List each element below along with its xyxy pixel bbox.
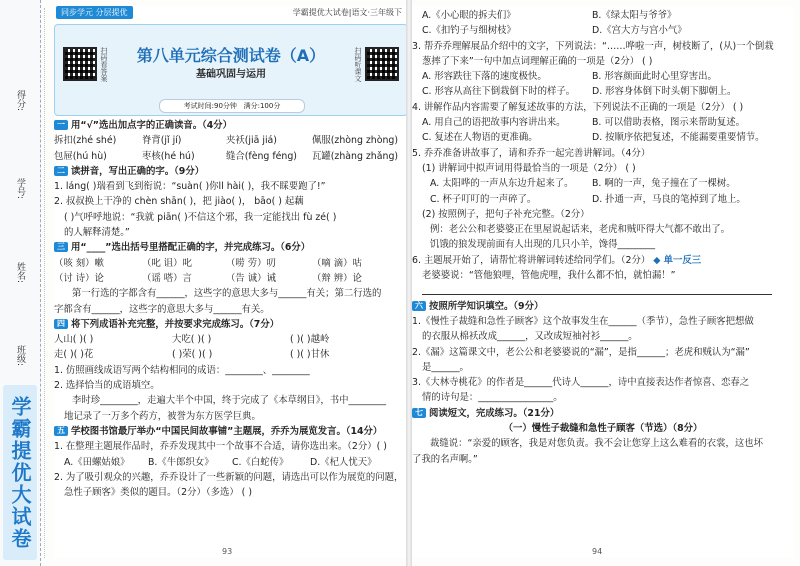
question-line[interactable]: 李时珍________，走遍大半个中国，终于完成了《本草纲目》，书中________ <box>72 395 387 407</box>
question-line[interactable]: 字都含有______，这些字的意思大多与______有关。 <box>54 303 270 315</box>
exam-title: 第八单元综合测试卷（A） <box>136 46 326 65</box>
exam-subtitle: 基础巩固与运用 <box>196 69 266 80</box>
question-line[interactable]: 1. láng( )瑞看到飞到衔说：“suàn( )你ll hài( )，我不睬要跑了!” <box>54 181 326 193</box>
options-row: C. 形容从高往下倒栽倒下时的样子。 D. 形容身体倒下时头朝下脚朝上。 <box>422 86 737 98</box>
right-content <box>412 8 794 467</box>
question-line[interactable]: 4. 讲解作品内容需要了解复述故事的方法，下列说法不正确的一项是（2分） ( ) <box>412 101 744 113</box>
name-label: 姓名: <box>15 262 25 284</box>
question-line: (2) 按照例子，把句子补充完整。（2分） <box>422 208 590 220</box>
choice-row: （咳 刻）嗽 （叱 诅）叱 （唠 劳）叨 （嘀 滴）咕 <box>54 257 362 269</box>
page-number: 93 <box>222 547 233 556</box>
left-page <box>54 6 406 558</box>
section-title: 四 将下列成语补充完整，并按要求完成练习。（7分） <box>54 317 406 332</box>
options-row: A.《小心眼的拆夫们》 B.《绿太阳与爷爷》 <box>422 10 677 21</box>
options-row: A. 太阳哗的一声从东边升起来了。 B. 啊的一声，兔子撞在了一棵树。 <box>430 178 736 190</box>
pinyin-row: 包屉(hú hù) 枣核(hé hú) 缝合(fèng féng) 瓦罐(zhàng zhǎng) <box>54 150 399 162</box>
idiom-row: 走( )( )花 ( )荣( )( ) ( )( )甘休 <box>54 349 330 361</box>
choice-row: （讨 诗）论 （谣 嗒）言 （告 诚）诫 （辩 辨）论 <box>54 272 362 284</box>
section-title: 一 用“√”选出加点字的正确读音。（4分） <box>54 118 406 133</box>
options-row: C. 杯子叮叮的一声碎了。 D. 扑通一声，马良的笔掉到了地上。 <box>430 193 746 205</box>
question-line: 老婆婆说：“管他狼哩，管他虎哩，我什么都不怕，就怕漏！” <box>422 270 676 282</box>
question-line[interactable]: 1. 在整理主题展作品时，乔乔发现其中一个故事不合适，请你选出来。（2分）( ) <box>54 441 387 453</box>
series-tag: 同步学元 分层提优 <box>56 6 133 19</box>
question-line: 3. 帮乔乔理解展品介绍中的文字，下列说法：“……哗啦一声，树枝断了，(从)一个倒栽 <box>412 40 774 52</box>
exam-meta <box>159 99 305 113</box>
question-line: 2. 选择恰当的成语填空。 <box>54 380 160 392</box>
question-line[interactable]: 葱摔了下来”一句中加点词理解正确的一项是（2分） ( ) <box>422 55 653 67</box>
section-title: 三 用“____”选出括号里搭配正确的字，并完成练习。（6分） <box>54 240 406 255</box>
idiom-row: 人山( )( ) 大吃( )( ) ( )( )越岭 <box>54 334 330 346</box>
question-line[interactable]: 1.《慢性子裁缝和急性子顾客》这个故事发生在______（季节），急性子顾客把想做 <box>412 315 754 327</box>
qr-caption: 扫码听课文 <box>354 47 362 82</box>
left-content <box>54 118 406 500</box>
example-line: 例：老公公和老婆婆正在里屋说起话来，老虎和贼吓得大气都不敢出了。 <box>430 224 731 236</box>
passage-title: （一）慢性子裁缝和急性子顾客（节选）（8分） <box>503 423 703 435</box>
brand-logo: 学霸提优大试卷 <box>3 385 37 560</box>
question-line: 2. 为了吸引观众的兴趣，乔乔设计了一些新颖的问题，请选出可以作为展览的问题， <box>54 471 404 483</box>
practice-tag: ◆ 单一反三 <box>653 254 702 266</box>
top-bar <box>54 6 406 20</box>
passage-line: 了我的名声啊。” <box>412 453 478 465</box>
section-title: 二 读拼音，写出正确的字。（9分） <box>54 164 406 179</box>
cut-line <box>44 8 51 558</box>
pinyin-row: 拆扣(zhé shé) 脊背(jǐ jí) 夹袄(jiā jiá) 佩服(zhòng zhòng) <box>54 135 399 147</box>
question-line[interactable]: 饥饿的狼发现前面有人出现的几只小羊，馋得________ <box>430 239 656 251</box>
question-line[interactable]: 1. 仿照画线成语写两个结构相同的成语：________、________ <box>54 364 310 376</box>
options-row: A.《田螺姑娘》 B.《牛郎织女》 C.《白蛇传》 D.《杞人忧天》 <box>64 456 377 468</box>
options-row: A. 用自己的语把故事内容讲出来。 B. 可以借助表格，图示来帮助复述。 <box>422 117 746 129</box>
question-line[interactable]: 急性子顾客》类似的题目。（2分）（多选） ( ) <box>64 487 252 499</box>
question-line[interactable]: 是______。 <box>422 361 469 373</box>
options-row: A. 形容跌往下落的速度极快。 B. 形容颜面此时心里穿害出。 <box>422 71 717 83</box>
options-row: C.《扣钓子与细树枝》 D.《宫大方与宫小气》 <box>422 25 687 37</box>
binding-margin <box>0 0 41 566</box>
question-line[interactable]: 2. 叔叔换上干净的 chèn shān( )，把 jiào( )， bāo( ) 起藕 <box>54 196 304 208</box>
question-line[interactable]: 3.《大林寺桃花》的作者是______代诗人______，诗中直接表达作者惊喜、恋春之 <box>412 377 750 389</box>
section-title: 七 阅读短文，完成练习。（21分） <box>412 406 794 421</box>
question-line[interactable]: (1) 讲解词中拟声词用得最恰当的一项是（2分） ( ) <box>422 162 636 174</box>
question-line: 5. 乔乔准备讲故事了，请和乔乔一起完善讲解词。（4分） <box>412 147 651 159</box>
question-line[interactable]: 情的诗句是：________________。 <box>422 392 563 404</box>
series-name: 学霸提优大试卷|语文·三年级下 <box>292 8 402 17</box>
right-page <box>412 6 794 558</box>
passage-line: 裁缝说：“亲爱的顾客，我是对您负责。我不会让您穿上这么难看的衣裳，这也坏 <box>430 438 763 450</box>
question-line[interactable]: 2.《漏》这篇课文中，老公公和老婆婆说的“漏”，是指______；老虎和贼认为“漏” <box>412 346 750 358</box>
section-title: 五 学校图书馆最厅举办“中国民间故事铺”主题展，乔乔为展览发言。（14分） <box>54 424 406 439</box>
answer-line[interactable] <box>412 283 794 298</box>
exam-time: 考试时间:90分钟 <box>183 102 237 110</box>
title-banner <box>54 24 408 116</box>
qr-caption: 扫码看答案 <box>100 47 108 82</box>
exam-score: 满分:100分 <box>243 102 281 110</box>
question-line[interactable]: ( )气呼呼地说：“我就 piān( )不信这个邪，我一定能找出 fù zé( ) <box>64 211 337 223</box>
question-line[interactable]: 的衣服从棉袄改成______，又改成短袖衬衫______。 <box>422 331 638 343</box>
page-number: 94 <box>592 547 603 556</box>
student-no-label: 学号: <box>15 178 25 200</box>
question-line[interactable]: 第一行选的字都含有______，这些字的意思大多与______有关；第二行选的 <box>72 288 382 300</box>
question-line: 的人解释清楚。” <box>64 227 130 239</box>
class-label: 班级: <box>15 345 25 367</box>
options-row: C. 复述在人物语的更准确。 D. 按顺序依把复述，不能漏要重要情节。 <box>422 132 765 144</box>
question-line: 地记录了一万多个药方，被誉为东方医学巨典。 <box>64 410 261 422</box>
score-label: 得分: <box>15 90 25 112</box>
section-title: 六 按照所学知识填空。（9分） <box>412 299 794 314</box>
question-line: 6. 主题展开始了，请帮忙将讲解词转述给同学们。（2分） ◆ 单一反三 <box>412 254 702 266</box>
